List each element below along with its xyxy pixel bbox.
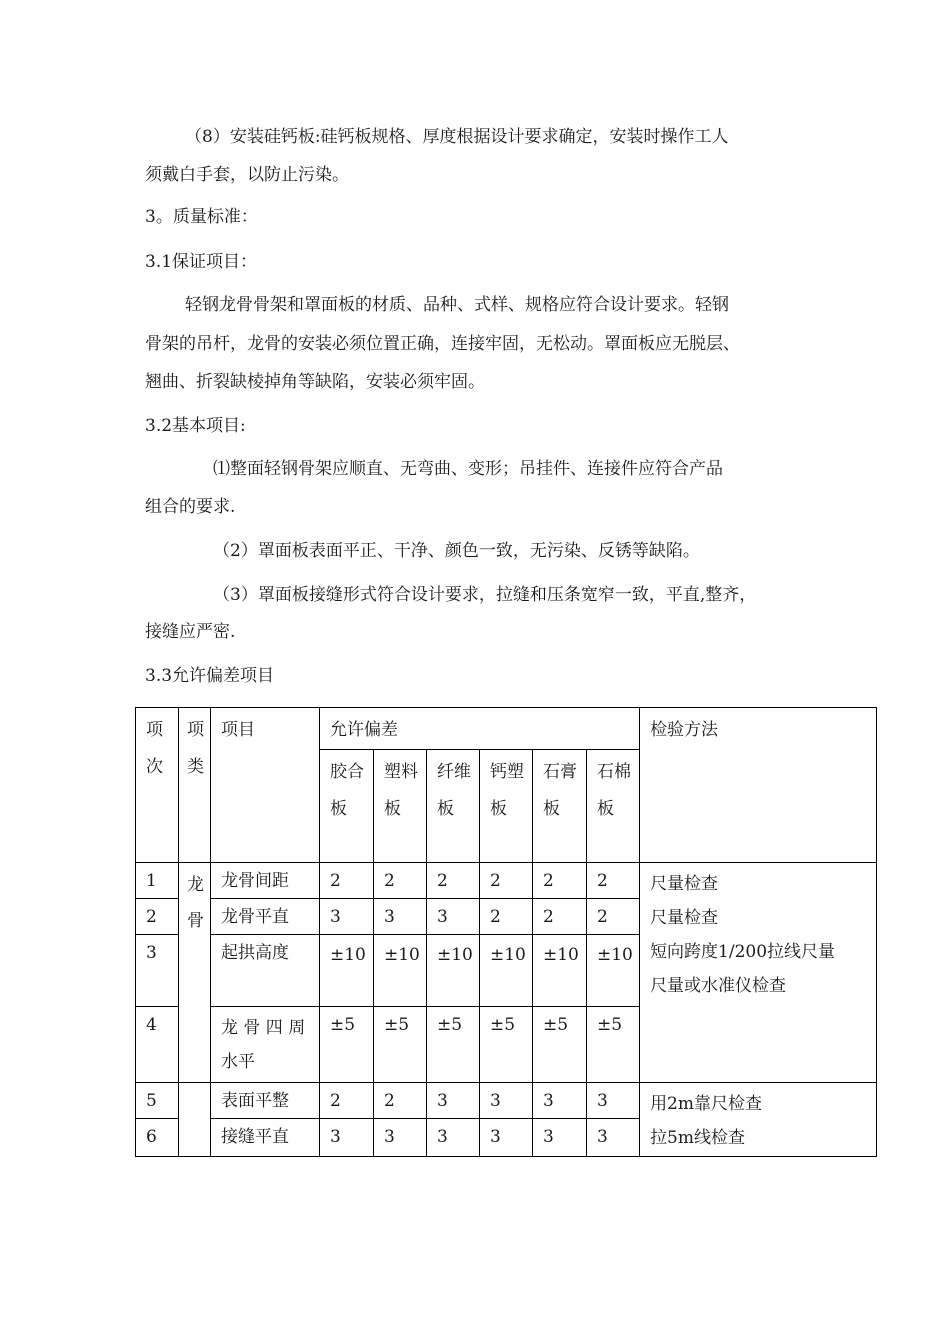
header-tolerance: 允许偏差: [320, 708, 640, 750]
header-seq: 项次: [136, 708, 179, 863]
row-value: 3: [374, 899, 427, 935]
tolerance-table: [135, 707, 877, 1157]
paragraph-3-1-line-1: 轻钢龙骨骨架和罩面板的材质、品种、式样、规格应符合设计要求。轻钢: [185, 295, 729, 315]
row-value: 2: [374, 1083, 427, 1119]
method-text: 尺量检查: [650, 874, 719, 894]
methods-group-1: [640, 863, 877, 1083]
paragraph-3-1-line-3: 翘曲、折裂缺棱掉角等缺陷，安装必须牢固。: [145, 372, 485, 392]
paragraph-8-line-1: （8）安装硅钙板:硅钙板规格、厚度根据设计要求确定，安装时操作工人: [185, 127, 729, 147]
row-value: ±10: [587, 935, 640, 1007]
row-value: 2: [533, 899, 587, 935]
header-material: 钙塑板: [480, 750, 533, 863]
header-method: 检验方法: [640, 708, 877, 863]
row-value: ±10: [533, 935, 587, 1007]
paragraph-8-line-2: 须戴白手套，以防止污染。: [145, 165, 349, 185]
row-item: 龙骨间距: [211, 863, 320, 899]
category-group-2: [179, 1083, 211, 1157]
heading-3-3: 3.3允许偏差项目: [145, 666, 275, 686]
heading-3-1: 3.1保证项目：: [145, 252, 258, 272]
row-seq: 1: [136, 863, 179, 899]
header-material: 胶合板: [320, 750, 374, 863]
header-material: 石棉板: [587, 750, 640, 863]
method-text: 尺量检查: [650, 908, 719, 928]
category-group-1: 龙骨: [179, 863, 211, 1083]
row-seq: 6: [136, 1119, 179, 1157]
row-value: 3: [427, 899, 480, 935]
row-item: 表面平整: [211, 1083, 320, 1119]
row-value: ±5: [587, 1007, 640, 1083]
row-value: 2: [320, 863, 374, 899]
row-value: 2: [374, 863, 427, 899]
method-text: 拉5m线检查: [650, 1128, 745, 1148]
row-item: 起拱高度: [211, 935, 320, 1007]
row-value: ±5: [533, 1007, 587, 1083]
row-seq: 3: [136, 935, 179, 1007]
method-text: 尺量或水准仪检查: [650, 976, 787, 996]
row-value: 3: [587, 1083, 640, 1119]
row-seq: 2: [136, 899, 179, 935]
row-seq: 5: [136, 1083, 179, 1119]
basic-item-1-line-2: 组合的要求.: [145, 497, 236, 517]
row-value: 2: [480, 899, 533, 935]
row-value: ±10: [480, 935, 533, 1007]
row-value: ±10: [427, 935, 480, 1007]
row-value: 3: [480, 1083, 533, 1119]
row-value: ±5: [320, 1007, 374, 1083]
row-value: 3: [374, 1119, 427, 1157]
row-value: 2: [533, 863, 587, 899]
row-item: 龙 骨 四 周 水平: [211, 1007, 320, 1083]
row-value: 2: [587, 863, 640, 899]
row-value: 3: [320, 899, 374, 935]
basic-item-2: （2）罩面板表面平正、干净、颜色一致，无污染、反锈等缺陷。: [213, 541, 700, 561]
row-value: 3: [533, 1119, 587, 1157]
basic-item-3-line-1: （3）罩面板接缝形式符合设计要求，拉缝和压条宽窄一致，平直,整齐，: [213, 585, 757, 605]
header-item: 项目: [211, 708, 320, 863]
header-material: 塑料板: [374, 750, 427, 863]
row-value: ±5: [480, 1007, 533, 1083]
row-item: 龙骨平直: [211, 899, 320, 935]
row-value: 3: [533, 1083, 587, 1119]
basic-item-1-line-1: ⑴整面轻钢骨架应顺直、无弯曲、变形；吊挂件、连接件应符合产品: [213, 459, 723, 479]
paragraph-3-1-line-2: 骨架的吊杆，龙骨的安装必须位置正确，连接牢固，无松动。罩面板应无脱层、: [145, 334, 740, 354]
heading-3: 3。质量标准：: [145, 207, 258, 227]
basic-item-3-line-2: 接缝应严密.: [145, 622, 236, 642]
header-category: 项类: [179, 708, 211, 863]
header-material: 纤维板: [427, 750, 480, 863]
row-value: 3: [587, 1119, 640, 1157]
row-value: 2: [320, 1083, 374, 1119]
row-seq: 4: [136, 1007, 179, 1083]
row-value: ±5: [374, 1007, 427, 1083]
row-value: 2: [427, 863, 480, 899]
row-value: ±10: [320, 935, 374, 1007]
method-text: 用2m靠尺检查: [650, 1094, 762, 1114]
row-value: 3: [480, 1119, 533, 1157]
row-value: 2: [480, 863, 533, 899]
row-value: ±5: [427, 1007, 480, 1083]
row-item: 接缝平直: [211, 1119, 320, 1157]
method-text: 短向跨度1/200拉线尺量: [650, 942, 836, 962]
header-material: 石膏板: [533, 750, 587, 863]
row-value: 3: [320, 1119, 374, 1157]
row-value: 2: [587, 899, 640, 935]
row-value: 3: [427, 1119, 480, 1157]
heading-3-2: 3.2基本项目:: [145, 416, 246, 436]
methods-group-2: [640, 1083, 877, 1157]
row-value: 3: [427, 1083, 480, 1119]
row-value: ±10: [374, 935, 427, 1007]
